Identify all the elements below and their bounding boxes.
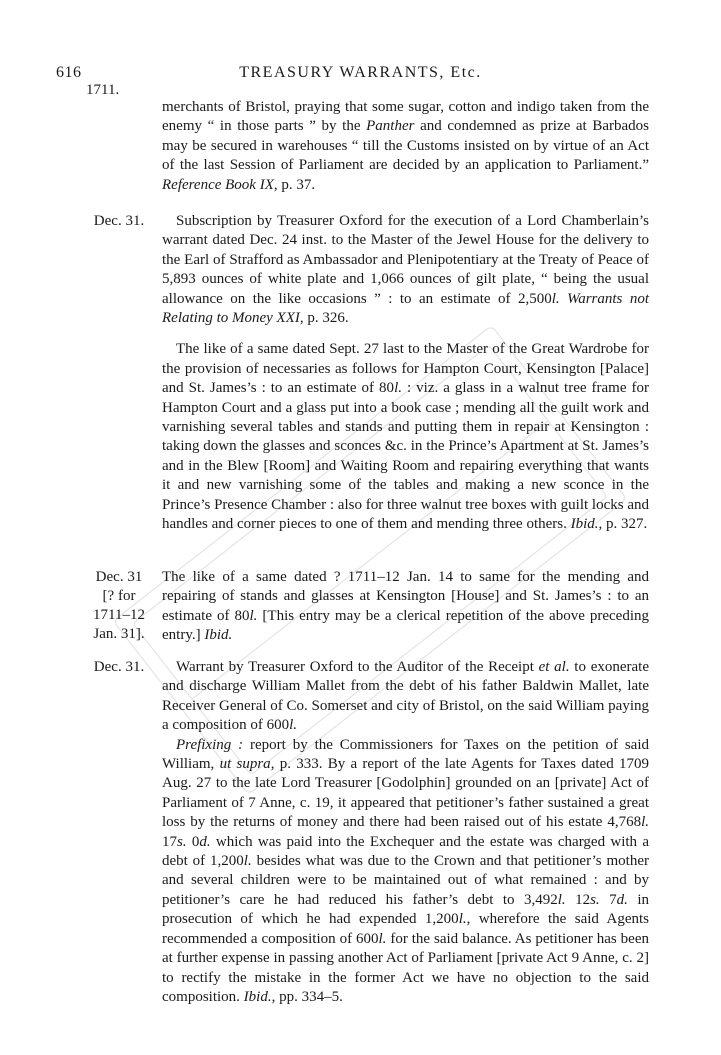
reference-citation: Warrants not Relating to Money XXI: [162, 290, 650, 327]
currency-unit: d.: [199, 833, 211, 850]
paragraph-text-7: for the said balance. As petitioner has been at further expense in passing another Act of Parliament [private Act 9 Anne, c. 2] to rectify the mistake in the former Act we have no objection to the said composition.: [162, 930, 649, 1005]
currency-unit: s.: [177, 833, 187, 850]
currency-unit: l.: [394, 380, 402, 397]
entry-date: [80, 568, 158, 644]
paragraph-text-2: to exonerate and discharge William Mallet from the debt of his father Baldwin Mallet, late Receiver General of Co. Somerset and city of Bristol, on the said William paying a composition of 600: [162, 659, 649, 734]
continuation-text-2: and condemned as prize at Barbados may be secured in warehouses “ till the Customs insisted on by virtue of an Act of the last Session of Parliament are decided by an application to Parliament.”: [162, 118, 649, 174]
entry-body: [162, 212, 649, 535]
currency-unit: s.: [590, 891, 600, 908]
paragraph-text-3: which was paid into the Exchequer and the estate was charged with a debt of 1,200: [162, 833, 649, 870]
page-number: 616: [56, 64, 82, 81]
reference-citation: Reference Book IX: [162, 176, 274, 193]
reference-citation: Ibid.: [570, 516, 599, 533]
currency-unit: l.: [289, 717, 297, 734]
entry-paragraph-2: [162, 736, 649, 1008]
currency-unit: l.: [551, 290, 560, 307]
ship-name: Panther: [366, 118, 415, 135]
currency-unit: l.: [641, 814, 649, 831]
reference-page: , p. 326.: [299, 310, 349, 327]
paragraph-text: The like of a same dated Sept. 27 last to the Master of the Great Wardrobe for the provision of necessaries as follows for Hampton Court, Kensington [Palace] and St. James’s : to an estimate of 80: [162, 341, 649, 397]
date-line-1: Dec. 31: [95, 569, 143, 585]
amount-pence: 7: [599, 891, 617, 908]
entry-paragraph-2: [162, 340, 649, 534]
currency-unit: d.: [616, 891, 628, 908]
entry-paragraph: [162, 212, 649, 328]
currency-unit: l.: [378, 930, 387, 947]
paragraph-text-2: : viz. a glass in a walnut tree frame for Hampton Court and a glass put into a book case ; mending all the guilt work and varnishing several tables and stands and putting them in repair at Kensington : taking down the glasses and sconces &c. in the Prince’s Apartment at St. James’s and in the Blew [Room] and Waiting Room and repairing everything that wants it and new varnishing some of the tables and making a new sconce in the Prince’s Presence Chamber : also for three walnut tree boxes with guilt locks and handles and corner pieces to one of them and mending three others.: [162, 380, 649, 533]
paragraph-text-4: besides what was due to the Crown and that petitioner’s mother and several children were to be maintained out of what remained : and by petitioner’s care he had reduced his father’s debt to 3,492: [162, 853, 649, 908]
currency-unit: l.: [557, 891, 566, 908]
entry-body: [162, 568, 649, 646]
reference-page: , pp. 334–5.: [271, 988, 343, 1005]
date-line-3: 1711–12: [93, 607, 145, 623]
amount-shillings: 12: [565, 891, 591, 908]
reference-citation: Ibid.: [243, 988, 272, 1005]
running-head: TREASURY WARRANTS, Etc.: [239, 64, 482, 81]
paragraph-text: Warrant by Treasurer Oxford to the Auditor of the Receipt: [176, 659, 539, 675]
reference-citation: Ibid.: [204, 627, 233, 644]
latin-phrase: et al.: [538, 659, 570, 675]
entry-paragraph: [162, 658, 649, 736]
paragraph-text-2: [This entry may be a clerical repetition of the above preceding entry.]: [162, 607, 649, 644]
amount-pence: 0: [186, 833, 200, 850]
date-line-2: [? for: [102, 588, 136, 604]
latin-phrase: ut supra: [219, 756, 271, 773]
reference-page: , p. 37.: [273, 176, 316, 193]
continuation-paragraph: [162, 98, 649, 195]
paragraph-text-6: , wherefore the said Agents recommended a composition of 600: [162, 911, 649, 947]
paragraph-text: Subscription by Treasurer Oxford for the execution of a Lord Chamberlain’s warrant dated Dec. 24 inst. to the Master of the Jewel House for the delivery to the Earl of Strafford as Ambassador and Plenipotentiary at the Treaty of Peace of 5,893 ounces of white plate and 1,066 ounces of gilt plate, “ being the usual allowance on the like occasions ” : to an estimate of 2,500: [162, 213, 649, 307]
continuation-text: merchants of Bristol, praying that some sugar, cotton and indigo taken from the enemy “ in those parts ” by the: [162, 99, 649, 135]
paragraph-text: The like of a same dated ? 1711–12 Jan. 14 to same for the mending and repairing of stands and glasses at Kensington [House] and St. James’s : to an estimate of 80: [162, 569, 649, 624]
reference-page: , p. 327.: [598, 516, 648, 533]
paragraph-text: report by the Commissioners for Taxes on the petition of said William,: [162, 736, 650, 773]
margin-year: 1711.: [86, 82, 120, 98]
entry-paragraph: [162, 568, 649, 646]
entry-date: Dec. 31.: [93, 213, 145, 229]
paragraph-text-2: , p. 333. By a report of the late Agents for Taxes dated 1709 Aug. 27 to the late Lord Treasurer [Godolphin] grounded on an [private] Act of Parliament of 7 Anne, c. 19, it appeared that petitioner’s father sustained a great loss by the returns of money and there had been raised out of his estate 4,768: [162, 756, 649, 831]
continuation-body: [162, 98, 649, 195]
date-line-4: Jan. 31].: [93, 626, 145, 642]
amount-shillings: 17: [162, 833, 177, 850]
paragraph-text-5: in prosecution of which he had expended 1,200: [162, 891, 650, 928]
prefixing-label: Prefixing :: [176, 736, 244, 753]
currency-unit: l.: [249, 607, 258, 624]
currency-unit: l.: [458, 911, 467, 928]
entry-date: Dec. 31.: [93, 659, 145, 675]
currency-unit: l.: [243, 853, 252, 870]
entry-body: [162, 658, 649, 1007]
